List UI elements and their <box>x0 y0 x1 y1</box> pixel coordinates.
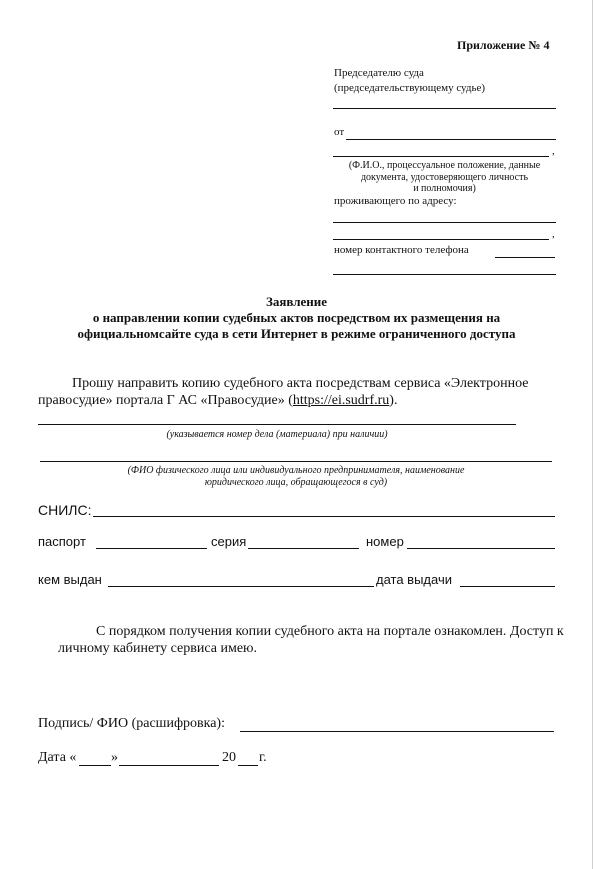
address-line1[interactable] <box>333 222 556 223</box>
from-details-line[interactable] <box>333 156 549 157</box>
request-line2-suffix: ). <box>389 393 398 408</box>
phone-line2[interactable] <box>333 274 556 275</box>
issue-date-line[interactable] <box>460 586 555 587</box>
snils-line[interactable] <box>93 516 555 517</box>
from-label: от <box>334 126 345 138</box>
number-label: номер <box>366 534 404 549</box>
address-line2[interactable] <box>333 239 549 240</box>
date-month-line[interactable] <box>119 765 219 766</box>
request-line2 <box>38 393 397 409</box>
case-number-hint: (указывается номер дела (материала) при наличии) <box>166 429 388 440</box>
residing-label: проживающего по адресу: <box>334 195 457 207</box>
series-label: серия <box>211 534 247 549</box>
from-name-line[interactable] <box>346 139 556 140</box>
phone-line[interactable] <box>495 257 555 258</box>
date-year-prefix: 20 <box>222 750 236 765</box>
date-year-line[interactable] <box>238 765 258 766</box>
document-title: Заявление <box>265 294 328 309</box>
case-number-line[interactable] <box>38 424 516 425</box>
date-day-line[interactable] <box>79 765 111 766</box>
number-line[interactable] <box>407 548 555 549</box>
from-note-line2: документа, удостоверяющего личность <box>360 172 529 183</box>
addressee-line1: Председателю суда <box>334 67 424 79</box>
person-hint-line2: юридического лица, обращающегося в суд) <box>204 477 388 488</box>
from-note-line1: (Ф.И.О., процессуальное положение, данные <box>348 160 541 171</box>
document-subtitle-line2: официальномсайте суда в сети Интернет в режиме ограниченного доступа <box>77 326 516 341</box>
snils-label: СНИЛС: <box>38 502 92 518</box>
signature-label: Подпись/ ФИО (расшифровка): <box>38 716 225 731</box>
date-year-suffix: г. <box>259 750 267 765</box>
document-subtitle-line1: о направлении копии судебных актов посредством их размещения на <box>92 310 501 325</box>
date-label: Дата « <box>38 750 77 765</box>
phone-label: номер контактного телефона <box>334 244 469 256</box>
addressee-line2: (председательствующему судье) <box>334 82 486 94</box>
address-comma: , <box>552 228 555 240</box>
appendix-number: Приложение № 4 <box>457 38 550 52</box>
person-hint-line1: (ФИО физического лица или индивидуального предпринимателя, наименование <box>127 465 465 476</box>
passport-label: паспорт <box>38 534 86 549</box>
ei-sudrf-link[interactable]: https://ei.sudrf.ru <box>292 393 390 408</box>
passport-line[interactable] <box>96 548 207 549</box>
date-close-quote: » <box>111 750 118 765</box>
person-name-line[interactable] <box>40 461 552 462</box>
addressee-court-line[interactable] <box>333 108 556 109</box>
request-line2-prefix: правосудие» портала Г АС «Правосудие» ( <box>38 393 293 408</box>
from-note-line3: и полномочия) <box>413 183 476 194</box>
acknowledge-line1: С порядком получения копии судебного акта на портале ознакомлен. Доступ к <box>96 624 564 639</box>
request-line1: Прошу направить копию судебного акта посредствам сервиса «Электронное <box>72 376 529 391</box>
issue-date-label: дата выдачи <box>376 572 452 587</box>
acknowledge-line2: личному кабинету сервиса имею. <box>58 641 257 656</box>
signature-line[interactable] <box>240 731 554 732</box>
issued-by-line[interactable] <box>108 586 374 587</box>
issued-by-label: кем выдан <box>38 572 102 587</box>
from-comma: , <box>552 145 555 157</box>
series-line[interactable] <box>248 548 359 549</box>
